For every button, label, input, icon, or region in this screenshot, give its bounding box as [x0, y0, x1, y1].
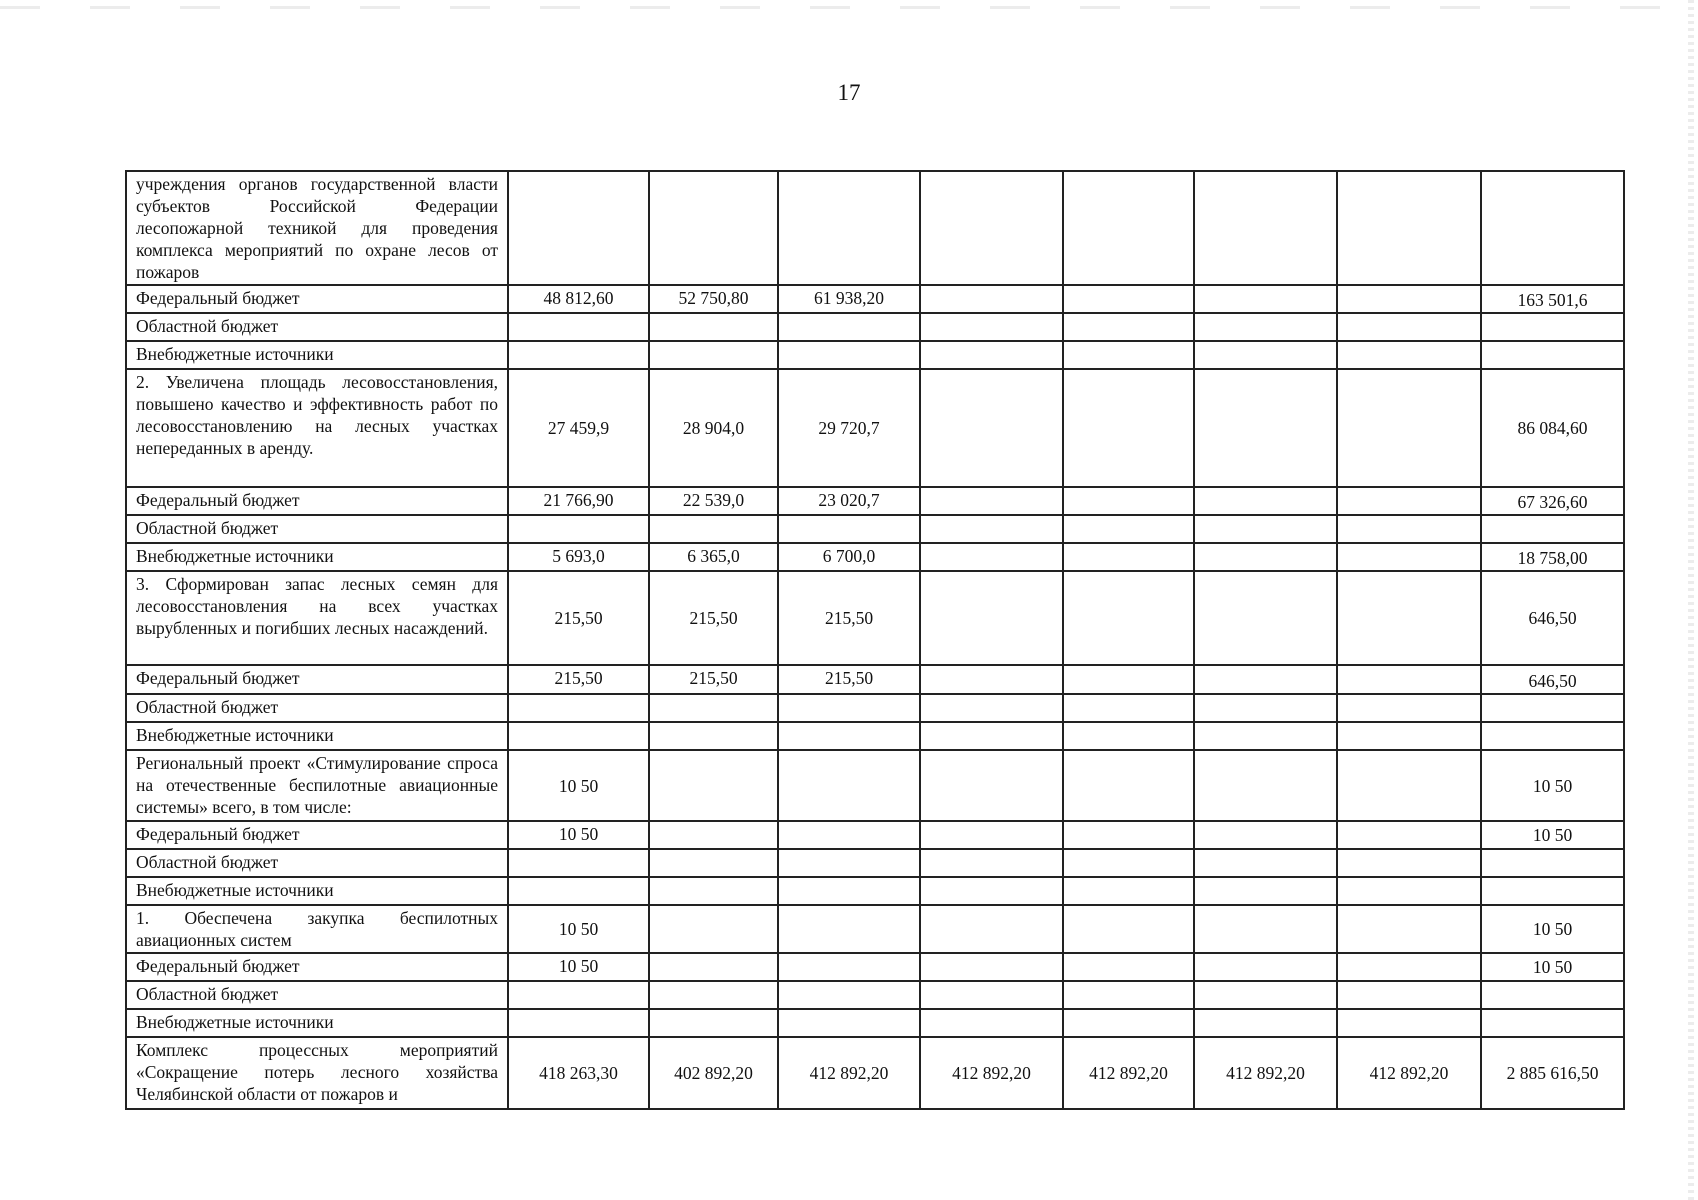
value-cell: 215,50 [508, 571, 649, 665]
value-cell: 10 50 [508, 953, 649, 981]
value-cell [1194, 1009, 1337, 1037]
value-cell [1337, 981, 1481, 1009]
value-cell [920, 1009, 1063, 1037]
row-label: 2. Увеличена площадь лесовосстановления, повышено качество и эффективность работ по лесовосстановлению на лесных участках непереданных в аренду. [126, 369, 508, 487]
value-cell [1063, 877, 1194, 905]
value-cell [1063, 694, 1194, 722]
value-cell: 215,50 [649, 665, 778, 694]
value-cell [508, 341, 649, 369]
total-cell [1481, 1009, 1624, 1037]
row-label: Областной бюджет [126, 694, 508, 722]
table-row [126, 543, 1624, 571]
table-row [126, 571, 1624, 665]
value-cell: 28 904,0 [649, 369, 778, 487]
value-cell [508, 877, 649, 905]
value-cell: 22 539,0 [649, 487, 778, 515]
value-cell [920, 487, 1063, 515]
value-cell [920, 171, 1063, 285]
value-cell [508, 171, 649, 285]
value-cell [1194, 571, 1337, 665]
value-cell [1194, 821, 1337, 849]
value-cell: 412 892,20 [1063, 1037, 1194, 1109]
budget-table [125, 170, 1625, 1110]
table-row [126, 487, 1624, 515]
total-cell: 67 326,60 [1481, 487, 1624, 515]
total-cell: 2 885 616,50 [1481, 1037, 1624, 1109]
table-body [126, 171, 1624, 1109]
value-cell [778, 750, 920, 821]
value-cell [1194, 285, 1337, 313]
table-row [126, 171, 1624, 285]
value-cell [1337, 750, 1481, 821]
value-cell [1194, 543, 1337, 571]
value-cell: 10 50 [508, 905, 649, 953]
value-cell [778, 981, 920, 1009]
value-cell [1337, 694, 1481, 722]
value-cell: 412 892,20 [1337, 1037, 1481, 1109]
value-cell [778, 953, 920, 981]
value-cell [920, 665, 1063, 694]
value-cell [1063, 285, 1194, 313]
value-cell [920, 849, 1063, 877]
value-cell [778, 694, 920, 722]
value-cell [649, 341, 778, 369]
row-label: Федеральный бюджет [126, 821, 508, 849]
value-cell [1063, 171, 1194, 285]
value-cell [649, 171, 778, 285]
value-cell [1063, 369, 1194, 487]
value-cell [649, 877, 778, 905]
value-cell [1337, 722, 1481, 750]
value-cell [1194, 953, 1337, 981]
value-cell [1194, 369, 1337, 487]
value-cell: 215,50 [778, 571, 920, 665]
value-cell [1063, 750, 1194, 821]
value-cell [508, 515, 649, 543]
value-cell [1194, 877, 1337, 905]
value-cell: 10 50 [508, 821, 649, 849]
value-cell [1337, 665, 1481, 694]
value-cell [1337, 821, 1481, 849]
value-cell [920, 571, 1063, 665]
value-cell [778, 849, 920, 877]
value-cell [1194, 750, 1337, 821]
value-cell [1063, 1009, 1194, 1037]
total-cell [1481, 341, 1624, 369]
total-cell [1481, 877, 1624, 905]
value-cell: 27 459,9 [508, 369, 649, 487]
value-cell [920, 313, 1063, 341]
row-label: Внебюджетные источники [126, 877, 508, 905]
value-cell [1337, 369, 1481, 487]
value-cell [1337, 953, 1481, 981]
value-cell [920, 285, 1063, 313]
value-cell [508, 1009, 649, 1037]
value-cell [1337, 849, 1481, 877]
value-cell [1337, 1009, 1481, 1037]
row-label: учреждения органов государственной власти субъектов Российской Федерации лесопожарной техникой для проведения комплекса мероприятий по охране лесов от пожаров [126, 171, 508, 285]
value-cell [920, 981, 1063, 1009]
total-cell: 10 50 [1481, 821, 1624, 849]
value-cell [1194, 722, 1337, 750]
row-label: 1. Обеспечена закупка беспилотных авиационных систем [126, 905, 508, 953]
total-cell: 10 50 [1481, 953, 1624, 981]
table-row [126, 369, 1624, 487]
value-cell: 412 892,20 [778, 1037, 920, 1109]
value-cell: 418 263,30 [508, 1037, 649, 1109]
total-cell [1481, 722, 1624, 750]
total-cell: 163 501,6 [1481, 285, 1624, 313]
value-cell [1194, 171, 1337, 285]
row-label: Федеральный бюджет [126, 953, 508, 981]
value-cell [1337, 487, 1481, 515]
value-cell [1063, 543, 1194, 571]
table-row [126, 877, 1624, 905]
value-cell: 21 766,90 [508, 487, 649, 515]
value-cell [920, 722, 1063, 750]
total-cell: 646,50 [1481, 571, 1624, 665]
table-row [126, 750, 1624, 821]
total-cell [1481, 313, 1624, 341]
value-cell [778, 1009, 920, 1037]
value-cell: 402 892,20 [649, 1037, 778, 1109]
total-cell: 10 50 [1481, 750, 1624, 821]
value-cell [778, 821, 920, 849]
value-cell [778, 171, 920, 285]
value-cell [1337, 171, 1481, 285]
value-cell [778, 905, 920, 953]
total-cell: 86 084,60 [1481, 369, 1624, 487]
row-label: Областной бюджет [126, 981, 508, 1009]
value-cell [920, 905, 1063, 953]
value-cell [649, 821, 778, 849]
scan-artifact-top [0, 6, 1698, 9]
value-cell [1337, 877, 1481, 905]
value-cell [920, 694, 1063, 722]
value-cell [778, 341, 920, 369]
value-cell: 23 020,7 [778, 487, 920, 515]
value-cell [1063, 665, 1194, 694]
total-cell [1481, 981, 1624, 1009]
value-cell: 61 938,20 [778, 285, 920, 313]
row-label: Внебюджетные источники [126, 543, 508, 571]
value-cell [508, 849, 649, 877]
value-cell [1063, 821, 1194, 849]
row-label: Внебюджетные источники [126, 1009, 508, 1037]
value-cell [1194, 341, 1337, 369]
value-cell [920, 543, 1063, 571]
value-cell [649, 953, 778, 981]
table-row [126, 285, 1624, 313]
table-row [126, 821, 1624, 849]
value-cell [1194, 487, 1337, 515]
value-cell [1337, 571, 1481, 665]
value-cell [778, 877, 920, 905]
row-label: Областной бюджет [126, 849, 508, 877]
value-cell [1063, 849, 1194, 877]
row-label: Внебюджетные источники [126, 722, 508, 750]
scan-artifact-edge [1688, 0, 1694, 1200]
value-cell [1194, 665, 1337, 694]
row-label: Комплекс процессных мероприятий «Сокращение потерь лесного хозяйства Челябинской области от пожаров и [126, 1037, 508, 1109]
value-cell: 215,50 [778, 665, 920, 694]
row-label: Федеральный бюджет [126, 487, 508, 515]
value-cell [920, 369, 1063, 487]
value-cell [508, 981, 649, 1009]
value-cell [1063, 515, 1194, 543]
table-row [126, 694, 1624, 722]
value-cell [778, 515, 920, 543]
table-row [126, 1009, 1624, 1037]
row-label: Региональный проект «Стимулирование спроса на отечественные беспилотные авиационные системы» всего, в том числе: [126, 750, 508, 821]
table-row [126, 981, 1624, 1009]
value-cell [649, 750, 778, 821]
value-cell: 6 365,0 [649, 543, 778, 571]
value-cell [1337, 341, 1481, 369]
value-cell [1337, 313, 1481, 341]
row-label: Внебюджетные источники [126, 341, 508, 369]
value-cell: 52 750,80 [649, 285, 778, 313]
value-cell: 5 693,0 [508, 543, 649, 571]
total-cell [1481, 171, 1624, 285]
value-cell [1194, 515, 1337, 543]
value-cell [649, 905, 778, 953]
value-cell [649, 515, 778, 543]
value-cell [1337, 515, 1481, 543]
table-row [126, 313, 1624, 341]
total-cell [1481, 694, 1624, 722]
value-cell [1063, 981, 1194, 1009]
row-label: Федеральный бюджет [126, 285, 508, 313]
value-cell [1194, 981, 1337, 1009]
value-cell [508, 722, 649, 750]
value-cell: 6 700,0 [778, 543, 920, 571]
value-cell [1337, 543, 1481, 571]
table-row [126, 722, 1624, 750]
page-number: 17 [837, 80, 861, 105]
table-row [126, 849, 1624, 877]
value-cell [1194, 849, 1337, 877]
value-cell [649, 313, 778, 341]
table-row [126, 665, 1624, 694]
total-cell: 646,50 [1481, 665, 1624, 694]
value-cell [920, 953, 1063, 981]
value-cell: 412 892,20 [920, 1037, 1063, 1109]
value-cell [1063, 722, 1194, 750]
table-row [126, 341, 1624, 369]
value-cell [649, 981, 778, 1009]
value-cell [1063, 341, 1194, 369]
value-cell: 215,50 [508, 665, 649, 694]
value-cell: 412 892,20 [1194, 1037, 1337, 1109]
value-cell: 10 50 [508, 750, 649, 821]
value-cell [649, 849, 778, 877]
value-cell [920, 877, 1063, 905]
total-cell [1481, 849, 1624, 877]
value-cell [920, 341, 1063, 369]
value-cell [649, 1009, 778, 1037]
row-label: Федеральный бюджет [126, 665, 508, 694]
value-cell: 48 812,60 [508, 285, 649, 313]
value-cell [1063, 953, 1194, 981]
value-cell [649, 694, 778, 722]
row-label: 3. Сформирован запас лесных семян для лесовосстановления на всех участках вырубленных и погибших лесных насаждений. [126, 571, 508, 665]
table-row [126, 515, 1624, 543]
value-cell [1194, 694, 1337, 722]
table-row [126, 1037, 1624, 1109]
value-cell: 215,50 [649, 571, 778, 665]
value-cell [1063, 571, 1194, 665]
value-cell [508, 313, 649, 341]
value-cell [920, 750, 1063, 821]
total-cell: 18 758,00 [1481, 543, 1624, 571]
row-label: Областной бюджет [126, 313, 508, 341]
value-cell [920, 821, 1063, 849]
value-cell [920, 515, 1063, 543]
table-row [126, 953, 1624, 981]
total-cell: 10 50 [1481, 905, 1624, 953]
value-cell [1337, 905, 1481, 953]
value-cell [1194, 905, 1337, 953]
table-row [126, 905, 1624, 953]
value-cell [778, 722, 920, 750]
value-cell [649, 722, 778, 750]
value-cell [1337, 285, 1481, 313]
value-cell [508, 694, 649, 722]
row-label: Областной бюджет [126, 515, 508, 543]
value-cell [1194, 313, 1337, 341]
value-cell [1063, 313, 1194, 341]
value-cell [1063, 487, 1194, 515]
total-cell [1481, 515, 1624, 543]
value-cell: 29 720,7 [778, 369, 920, 487]
value-cell [1063, 905, 1194, 953]
value-cell [778, 313, 920, 341]
